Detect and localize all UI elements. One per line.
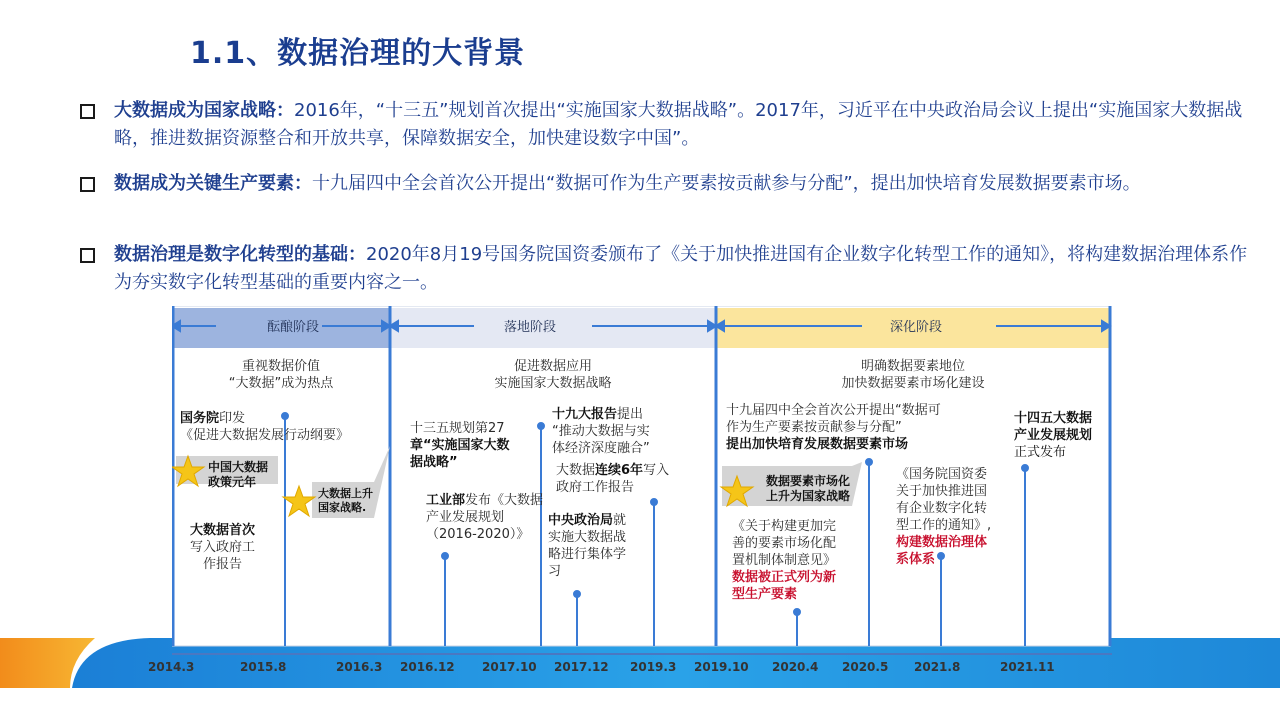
event-lx6: 大数据连续6年写入 政府工作报告 — [556, 463, 670, 495]
event-zzj: 中央政治局就 实施大数据战 略进行集体学 习 — [548, 513, 627, 579]
event-sswu: 十四五大数据 产业发展规划 正式发布 — [1014, 411, 1093, 460]
event-gwy: 国务院印发 《促进大数据发展行动纲要》 — [180, 411, 350, 443]
year-label: 2016.3 — [336, 660, 383, 674]
year-label: 2014.3 — [148, 660, 195, 674]
bullet-item — [80, 97, 1250, 153]
year-label: 2017.12 — [554, 660, 609, 674]
bullet-heading: 大数据成为国家战略： — [114, 100, 294, 121]
event-sjzqh: 十九届四中全会首次公开提出“数据可 作为生产要素按贡献参与分配” 提出加快培育发展数据要素市场 — [726, 403, 941, 452]
phase-label: 酝酿阶段 — [267, 319, 320, 334]
event-sjd: 十九大报告提出 “推动大数据与实 体经济深度融合” — [552, 407, 650, 456]
year-label: 2015.8 — [240, 660, 287, 674]
event-star1: 中国大数据 政策元年 — [208, 460, 269, 489]
year-label: 2020.4 — [772, 660, 819, 674]
checkbox-square-icon — [80, 248, 95, 263]
event-gxb: 工业部发布《大数据 产业发展规划 （2016-2020）》 — [426, 493, 544, 542]
bullet-item — [80, 170, 1250, 198]
bullet-text: 2020年8月19号国务院国资委颁布了《关于加快推进国有企业数字化转型工作的通知》，将构建数据治理体系作为夯实数字化转型基础的重要内容之一。 — [114, 244, 1248, 293]
event-dsjsc: 大数据首次 写入政府工 作报告 — [190, 523, 256, 572]
year-label: 2016.12 — [400, 660, 455, 674]
event-star2: 大数据上升 国家战略. — [318, 487, 373, 514]
checkbox-square-icon — [80, 104, 95, 119]
year-label: 2019.3 — [630, 660, 677, 674]
year-label: 2020.5 — [842, 660, 889, 674]
phase-label: 落地阶段 — [504, 319, 557, 334]
event-star3: 数据要素市场化 上升为国家战略 — [766, 474, 851, 503]
bullet-heading: 数据治理是数字化转型的基础： — [114, 244, 366, 265]
bullet-text: 十九届四中全会首次公开提出“数据可作为生产要素按贡献参与分配”，提出加快培育发展数据要素市场。 — [312, 173, 1141, 194]
event-yjxq: 《关于构建更加完 善的要素市场化配 置机制体制意见》 数据被正式列为新 型生产要素 — [732, 519, 837, 602]
checkbox-square-icon — [80, 177, 95, 192]
year-label: 2021.11 — [1000, 660, 1055, 674]
phase-summary: 明确数据要素地位 加快数据要素市场化建设 — [841, 359, 985, 391]
phase-summary: 重视数据价值 “大数据”成为热点 — [228, 359, 334, 391]
bullet-item — [80, 241, 1250, 297]
bullet-text: 2016年，“十三五”规划首次提出“实施国家大数据战略”。2017年，习近平在中央政治局会议上提出“实施国家大数据战略，推进数据资源整合和开放共享，保障数据安全，加快建设数字中国”。 — [114, 100, 1243, 149]
phase-label: 深化阶段 — [890, 319, 943, 334]
year-label: 2019.10 — [694, 660, 749, 674]
year-label: 2021.8 — [914, 660, 961, 674]
phase-summary: 促进数据应用 实施国家大数据战略 — [494, 359, 612, 391]
event-sswgh: 十三五规划第27 章“实施国家大数 据战略” — [410, 421, 510, 470]
page-title: 1.1、数据治理的大背景 — [190, 36, 526, 71]
event-gzw: 《国务院国资委 关于加快推进国 有企业数字化转 型工作的通知》, 构建数据治理体 系体系 — [896, 467, 992, 567]
year-label: 2017.10 — [482, 660, 537, 674]
bullet-heading: 数据成为关键生产要素： — [114, 173, 312, 194]
